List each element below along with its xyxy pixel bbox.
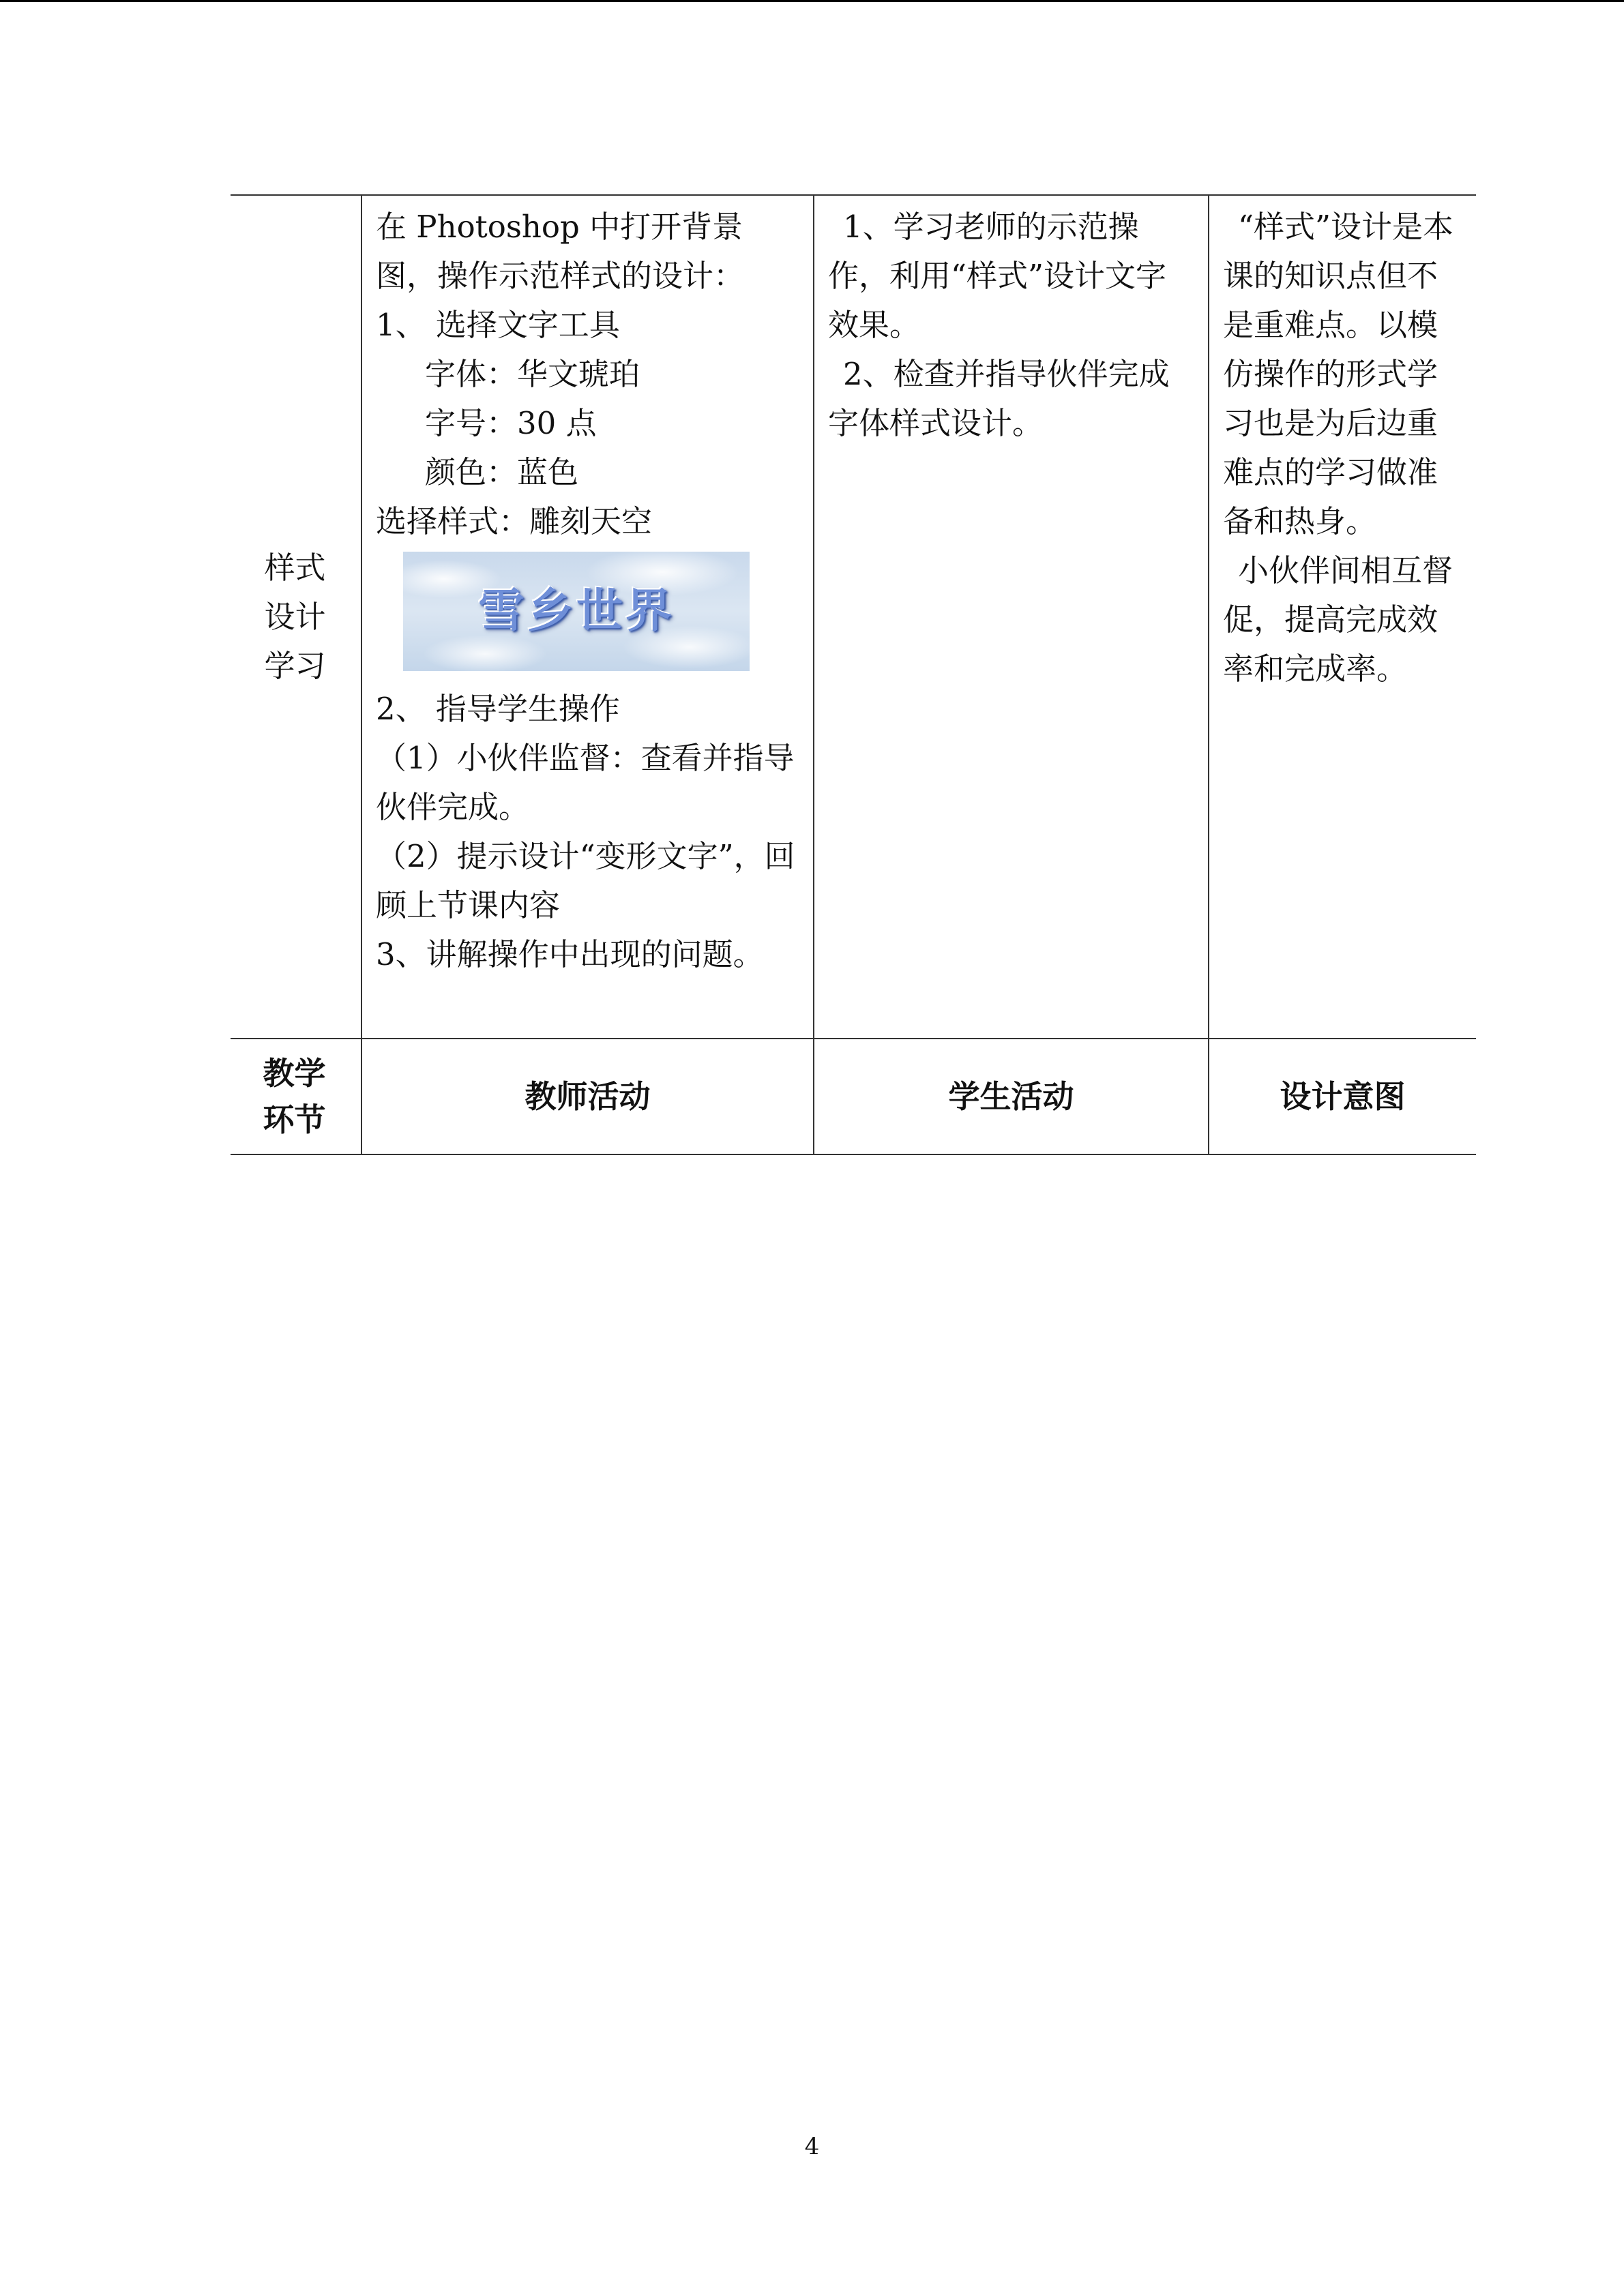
teacher-line: （2）提示设计“变形文字”，回顾上节课内容	[376, 838, 795, 923]
stage-label: 样式设计学习	[264, 549, 326, 684]
page-top-border	[0, 0, 1624, 2]
teacher-line: 在 Photoshop 中打开背景图，操作示范样式的设计：	[376, 209, 745, 294]
student-activity-cell	[814, 195, 1209, 1039]
sample-image-text: 雪乡世界	[477, 584, 675, 638]
header-teacher-cell	[361, 1039, 814, 1154]
teacher-line: （1）小伙伴监督：查看并指导伙伴完成。	[376, 740, 795, 825]
student-line: 2、检查并指导伙伴完成字体样式设计。	[828, 356, 1170, 441]
header-intent: 设计意图	[1280, 1078, 1406, 1115]
header-student: 学生活动	[948, 1078, 1074, 1115]
header-stage: 教学环节	[263, 1055, 326, 1138]
intent-line: “样式”设计是本课的知识点但不是重难点。以模仿操作的形式学习也是为后边重难点的学习做准备和热身。	[1223, 209, 1454, 539]
header-intent-cell	[1209, 1039, 1476, 1154]
stage-cell	[231, 195, 361, 1039]
header-teacher: 教师活动	[525, 1078, 651, 1115]
table-header-row	[231, 1039, 1476, 1154]
design-intent-cell	[1209, 195, 1476, 1039]
header-stage-cell	[231, 1039, 361, 1154]
header-student-cell	[814, 1039, 1209, 1154]
student-line: 1、学习老师的示范操作，利用“样式”设计文字效果。	[828, 209, 1167, 343]
teacher-line: 选择样式：雕刻天空	[376, 503, 653, 539]
style-sample-image	[403, 552, 750, 671]
teacher-line: 1、 选择文字工具	[376, 307, 620, 343]
table-row	[231, 195, 1476, 1039]
teacher-line: 字体：华文琥珀	[425, 356, 640, 392]
lesson-plan-table	[231, 194, 1476, 1155]
intent-line: 小伙伴间相互督促，提高完成效率和完成率。	[1223, 552, 1453, 687]
teacher-activity-cell	[361, 195, 814, 1039]
teacher-line: 2、 指导学生操作	[376, 691, 620, 727]
teacher-line: 颜色：蓝色	[425, 454, 579, 490]
teacher-line: 3、讲解操作中出现的问题。	[376, 936, 764, 972]
teacher-line: 字号：30 点	[425, 405, 597, 441]
page-number: 4	[804, 2133, 820, 2160]
